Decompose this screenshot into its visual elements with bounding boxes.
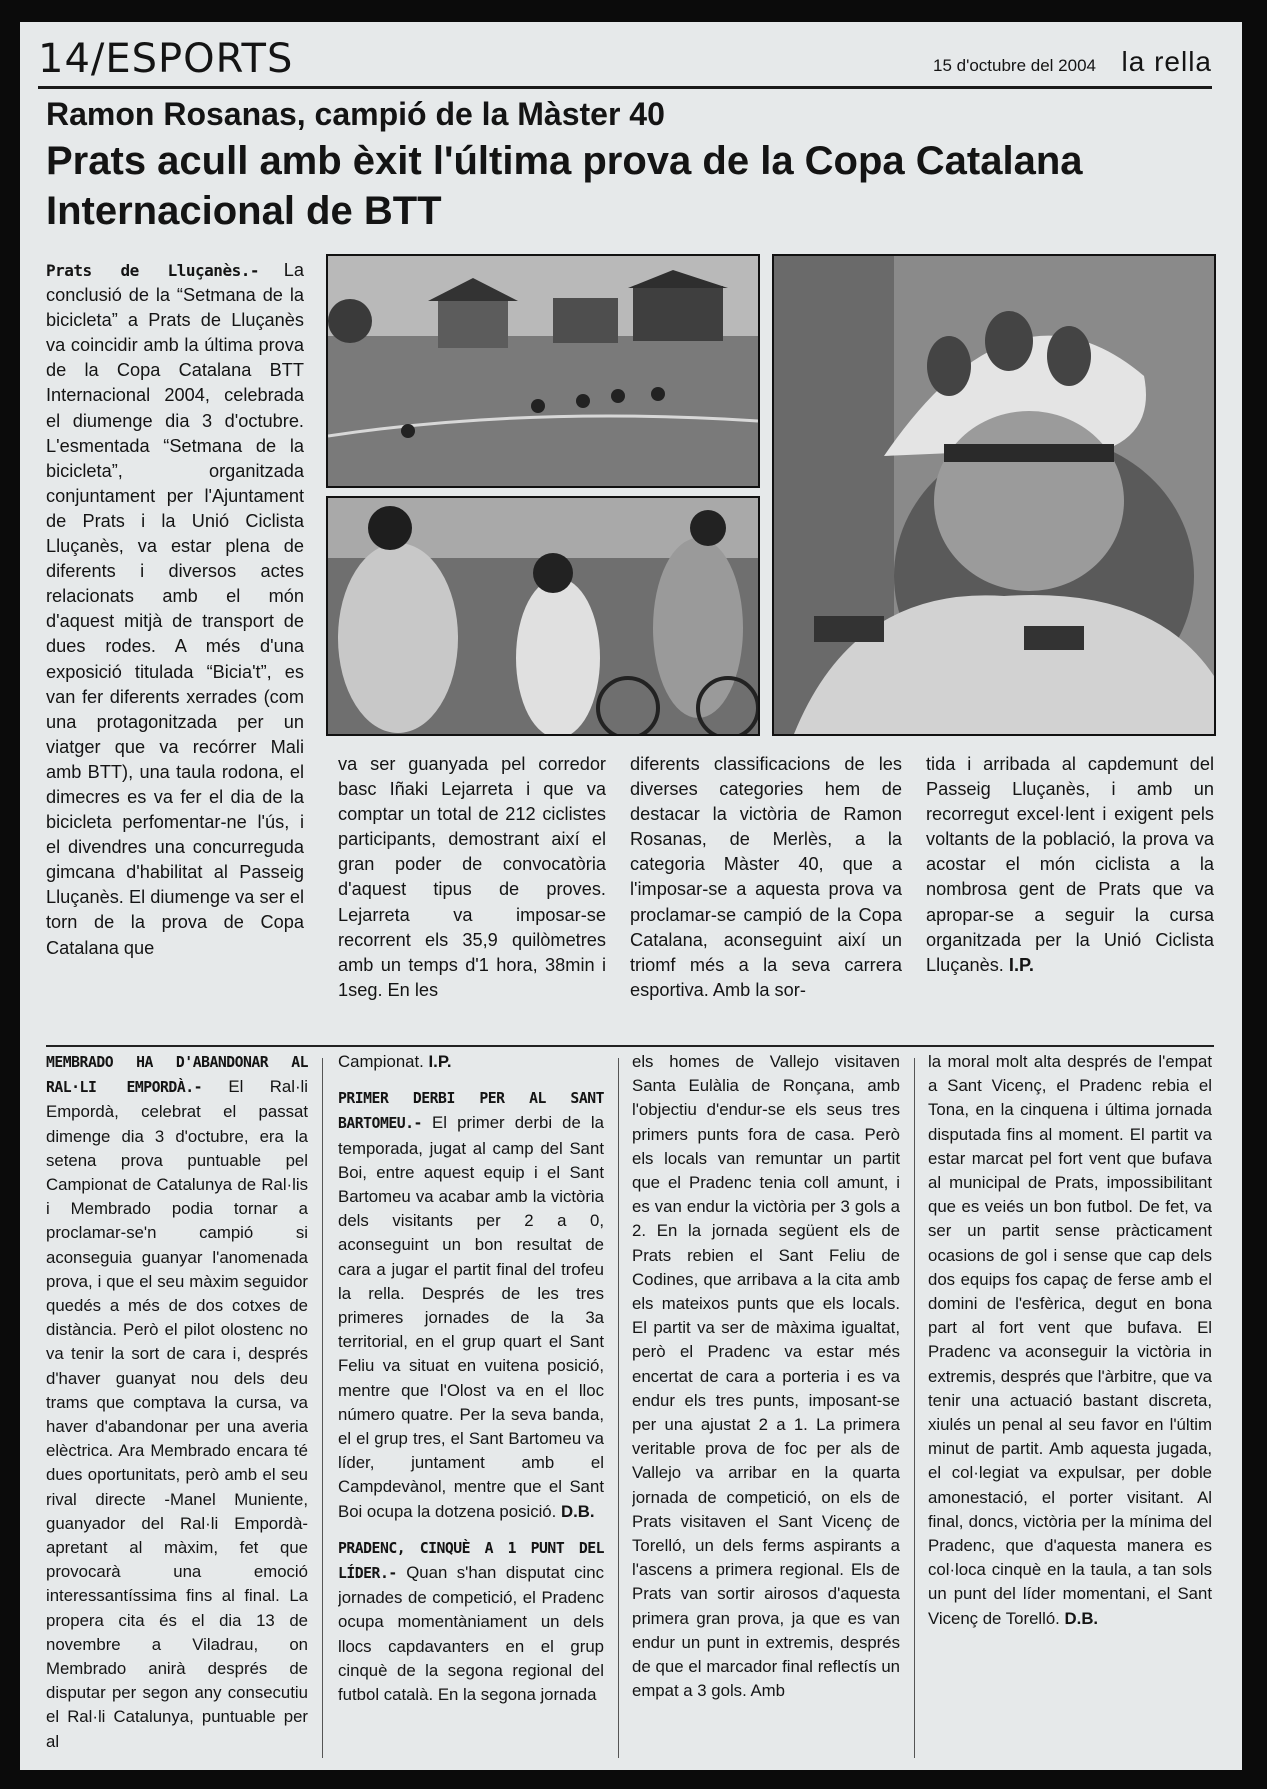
brief-pradenc-kicker: PRADENC, CINQUÈ A 1 PUNT DEL LÍDER.-: [338, 1539, 604, 1583]
column-rule-2: [618, 1058, 619, 1758]
brief-pradenc-byline: D.B.: [1064, 1608, 1099, 1628]
section-title: 14/ESPORTS: [38, 36, 294, 82]
brief-column-2: [338, 1050, 604, 1762]
photo-cyclists-race-image: [328, 256, 758, 486]
brief-pradenc-column-4: [928, 1050, 1212, 1762]
brief-rally-byline: I.P.: [428, 1052, 452, 1071]
brief-rally: [46, 1050, 308, 1762]
brief-rally-cont-text: Campionat.: [338, 1052, 424, 1071]
lead-column-1: [46, 258, 304, 1036]
brief-pradenc-start: [338, 1536, 604, 1707]
issue-date: 15 d'octubre del 2004: [933, 56, 1096, 75]
lead-column-2: va ser guanyada pel corredor basc Iñaki Lejarreta i que va comptar un total de 212 ciclistes participants, demostrant així el gran poder de convocatòria d'aquest tipus de proves. Lejarreta va imposar-se recorrent els 35,9 quilòmetres amb un temps d'1 hora, 38min i 1seg. En les: [338, 754, 606, 1000]
brief-pradenc-column-3: els homes de Vallejo visitaven Santa Eulàlia de Ronçana, amb l'objectiu d'endur-se els seus tres primers punts fora de casa. Però els locals van remuntar un partit que el Pradenc tenia coll amunt, i es van endur la victòria per 3 gols a 2. En la jornada següent els de Prats rebien el Sant Feliu de Codines, que arribava a la cita amb els mateixos punts que els locals. El partit va ser de màxima igualtat, però el Pradenc va estar més encertat de cara a porteria i es va endur els tres punts, imposant-se per una ajustat 2 a 1. La primera veritable prova de foc per als de Vallejo va arribar en la quarta jornada de competició, on els de Prats visitaven el Sant Vicenç de Torelló, un dels ferms aspirants a l'ascens a primera regional. Els de Prats van sortir airosos d'aquesta primera gran prova, ja que es van endur un punt in extremis, després de que el marcador final reflectís un empat a 3 gols. Amb: [632, 1052, 900, 1701]
lead-column-4-text: tida i arribada al capdemunt del Passeig Lluçanès, i amb un recorregut excel·lent i exigent pels voltants de la població, la prova va acostar el món ciclista a la nombrosa gent de Prats que va apropar-se a seguir la cursa organitzada per la Unió Ciclista Lluçanès.: [926, 754, 1214, 975]
photo-cyclist-portrait-image: [774, 256, 1214, 734]
brief-derby: [338, 1086, 604, 1524]
lead-column-3: diferents classificacions de les diverses categories hem de destacar la victòria de Ramon Rosanas, de Merlès, a la categoria Màster 40, que a l'imposar-se a aquesta prova va proclamar-se campió de la Copa Catalana, aconseguint així un triomf més a la seva carrera esportiva. Amb la sor-: [630, 754, 902, 1000]
newspaper-page: [20, 22, 1242, 1770]
brief-rally-text: El Ral·li Empordà, celebrat el passat dimenge dia 3 d'octubre, era la setena prova puntuable pel Campionat de Catalunya de Ral·lis i Membrado podia tornar a proclamar-se'n campió si aconseguia guanyar l'anomenada prova, i que el seu màxim seguidor quedés a més de dos cotxes de distància. Però el pilot olostenc no va tenir la sort de cara i, després d'haver guanyat nou dels deu trams que comptava la cursa, va haver d'abandonar per una averia elèctrica. Ara Membrado encara té dues oportunitats, però amb el seu rival directe -Manel Muniente, guanyador del Ral·li Empordà- apretant al màxim, fet que provocarà una emoció interessantíssima fins al final. La propera cita és el dia 13 de novembre a Viladrau, on Membrado anirà després de disputar per segon any consecutiu el Ral·li Catalunya, puntuable per al: [46, 1077, 308, 1751]
brief-rally-continuation: [338, 1050, 604, 1074]
column-rule-1: [322, 1058, 323, 1758]
article-headline: Prats acull amb èxit l'última prova de la Copa Catalana Internacional de BTT: [46, 139, 1083, 233]
brief-derby-kicker: PRIMER DERBI PER AL SANT BARTOMEU.-: [338, 1090, 604, 1133]
article-subhead: Ramon Rosanas, campió de la Màster 40: [46, 96, 665, 132]
brief-pradenc-text: Quan s'han disputat cinc jornades de competició, el Pradenc ocupa momentàniament un dels llocs capdavanters en el grup cinquè de la segona regional del futbol català. En la segona jornada: [338, 1563, 604, 1705]
brief-derby-text: El primer derbi de la temporada, jugat al camp del Sant Boi, entre aquest equip i el Sant Bartomeu va acabar amb la victòria dels visitants per 2 a 0, aconseguint un bon resultat de cara a jugar el partit final del trofeu la rella. Després de les tres primeres jornades de la 3a territorial, en el grup quart el Sant Feliu va situat en vuitena posició, mentre que l'Olost va en el lloc número quatre. Per la seva banda, el el grup tres, el Sant Bartomeu va líder, juntament amb el Campdevànol, mentre que el Sant Boi ocupa la dotzena posició.: [338, 1113, 604, 1521]
column-rule-3: [914, 1058, 915, 1758]
lead-byline: I.P.: [1008, 954, 1034, 975]
section-divider: [46, 1045, 1214, 1047]
photo-children-bicycles: [326, 496, 760, 736]
lead-column-4: [926, 752, 1214, 1036]
photo-children-bicycles-image: [328, 498, 758, 734]
dateline: Prats de Lluçanès.-: [46, 261, 259, 280]
photo-cyclists-race: [326, 254, 760, 488]
paper-name: la rella: [1121, 46, 1212, 77]
photo-cyclist-portrait: [772, 254, 1216, 736]
masthead: [38, 34, 1212, 89]
brief-rally-kicker: MEMBRADO HA D'ABANDONAR AL RAL·LI EMPORDÀ.-: [46, 1054, 308, 1097]
brief-derby-byline: D.B.: [560, 1501, 595, 1521]
brief-pradenc-col5-text: la moral molt alta després de l'empat a Sant Vicenç, el Pradenc rebia el Tona, en la cinquena i última jornada disputada fins al moment. El partit va estar marcat pel fort vent que bufava al municipal de Prats, impossibilitant que es veiés un bon futbol. De fet, va ser un partit sense pràcticament ocasions de gol i sense que cap dels dos equips fos capaç de ferse amb el domini de l'esfèrica, degut en bona part al fort vent que bufava. El Pradenc va aconseguir la victòria in extremis, després que l'àrbitre, que va tenir una actuació bastant discreta, xiulés un penal al seu favor en l'últim minut de partit. Amb aquesta jugada, el col·legiat va expulsar, per doble amonestació, el porter visitant. Al final, doncs, victòria per la mínima del Pradenc, que d'aquesta manera es col·loca cinquè en la taula, a tan sols un punt del líder momentani, el Sant Vicenç de Torelló.: [928, 1052, 1212, 1628]
lead-column-1-text: La conclusió de la “Setmana de la bicicleta” a Prats de Lluçanès va coincidir amb la última prova de la Copa Catalana BTT Internacional 2004, celebrada el diumenge dia 3 d'octubre. L'esmentada “Setmana de la bicicleta”, organitzada conjuntament per l'Ajuntament de Prats i la Unió Ciclista Lluçanès, va estar plena de diferents i diversos actes relacionats amb el món d'aquest mitjà de transport de dues rodes. A més d'una exposició titulada “Bicia't”, es van fer diferents xerrades (com una protagonitzada per un viatger que va recórrer Mali amb BTT), una taula rodona, el dimecres es va fer el dia de la bicicleta perfomentar-ne l'ús, i el divendres una concurreguda gimcana d'habilitat al Passeig Lluçanès. El diumenge va ser el torn de la prova de Copa Catalana que: [46, 260, 304, 958]
